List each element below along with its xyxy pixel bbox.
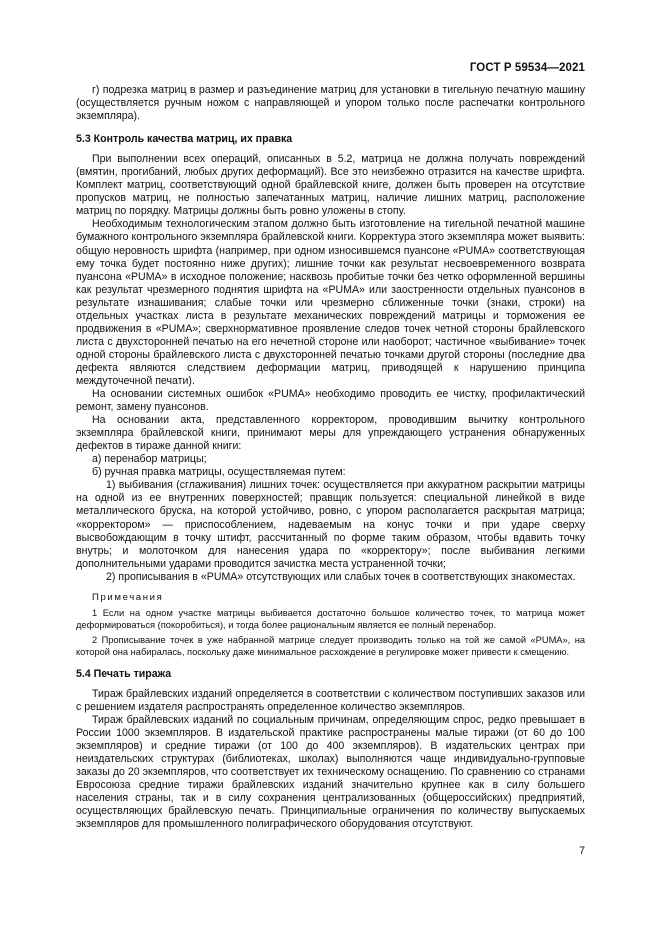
- note-2: 2 Прописывание точек в уже набранной матрице следует производить только на той же самой «PUMA», на которой она набиралась, поскольку даже минимальное расхождение в регулировке может привести к смещению.: [76, 634, 585, 657]
- paragraph: На основании акта, представленного корректором, проводившим вычитку контрольного экземпляра брайлевской книги, принимают меры для упреждающего устранения обнаруженных дефектов в тираже данной книги:: [76, 414, 585, 453]
- page-number: 7: [579, 845, 585, 857]
- paragraph: На основании системных ошибок «PUMA» необходимо проводить ее чистку, профилактический ремонт, замену пуансонов.: [76, 388, 585, 414]
- section-heading-5-3: 5.3 Контроль качества матриц, их правка: [76, 133, 293, 146]
- paragraph-item-g: г) подрезка матриц в размер и разъединение матриц для установки в тигельную печатную машину (осуществляется ручным ножом с направляющей и упором только после распечатки контрольного экземпляра).: [76, 84, 585, 123]
- list-item-b: б) ручная правка матрицы, осуществляемая путем:: [92, 466, 346, 479]
- document-body: [76, 84, 585, 831]
- list-item-a: а) перенабор матрицы;: [92, 453, 207, 466]
- paragraph: Тираж брайлевских изданий по социальным причинам, определяющим спрос, редко превышает в России 1000 экземпляров. В издательской практике распространены малые тиражи (от 60 до 100 экземпляров) и средние тиражи (от 100 до 400 экземпляров). В издательских центрах при неиздательских структурах (библиотеках, школах) выполняются чаще индивидуально-групповые заказы до 20 экземпляров, что соответствует их техническому оснащению. По сравнению со странами Евросоюза средние тиражи брайлевских изданий значительно крупнее как в силу большего населения страны, так и в силу сохранения централизованных (общероссийских) предприятий, осуществляющих брайлевскую печать. Принципиальные ограничения по количеству выпускаемых экземпляров для промышленного полиграфического оборудования отсутствуют.: [76, 713, 585, 831]
- section-heading-5-4: 5.4 Печать тиража: [76, 667, 172, 680]
- notes-title: Примечания: [92, 591, 164, 603]
- document-id: ГОСТ Р 59534—2021: [469, 62, 585, 74]
- paragraph: Необходимым технологическим этапом должно быть изготовление на тигельной печатной машине бумажного контрольного экземпляра брайлевской книги. Корректура этого экземпляра может выявить: общую неровность шрифта (например, при одном износившемся пуансоне «PUMA» соответствующая ему точка будет постоянно ниже других); лишние точки как результат несвоевременного возврата пуансона «PUMA» в исходное положение; насквозь пробитые точки без четко оформленной вершины как результат чрезмерного поднятия шрифта на «PUMA» или заостренности отдельных пуансонов в результате изнашивания; слабые точки или чрезмерно сближенные точки (знаки, строки) на отдельных участках листа в результате механических повреждений матрицы и торможения ее продвижения в «PUMA»; сверхнормативное проявление следов точек четной стороны брайлевского листа с двухсторонней печатью на его нечетной стороне или наоборот; частичное «выбивание» точек одной стороны брайлевского листа с двухсторонней печатью точками другой стороны (последние два дефекта являются следствием деформации матриц, приводящей к нарушению принципа междуточечной печати).: [76, 218, 585, 387]
- paragraph: Тираж брайлевских изданий определяется в соответствии с количеством поступивших заказов или с решением издателя распространять определенное количество экземпляров.: [76, 687, 585, 713]
- list-subitem-1: 1) выбивания (сглаживания) лишних точек: осуществляется при аккуратном раскрытии матрицы на одной из ее внутренних поверхностей; правщик пользуется: специальной линейкой в виде металлического бруска, на которой устойчиво, ровно, с упором располагается раскрытая матрица; «корректором» — приспособлением, надеваемым на конус точки и при ударе сверху высвобождающим в точку штифт, рассчитанный по форме таким образом, чтобы вдавить точку внутрь; и молоточком для нанесения удара по «корректору»; после выбивания легкими дополнительными ударами проводится зачистка места устраненной точки;: [76, 479, 585, 570]
- paragraph: При выполнении всех операций, описанных в 5.2, матрица не должна получать повреждений (вмятин, прогибаний, любых других деформаций). Все это неизбежно отразится на качестве шрифта. Комплект матриц, соответствующий одной брайлевской книге, должен быть проверен на отсутствие пропусков матриц, не полностью запечатанных матриц, наличие лишних матриц, расположение матриц по порядку. Матрицы должны быть ровно уложены в стопу.: [76, 153, 585, 218]
- note-1: 1 Если на одном участке матрицы выбивается достаточно большое количество точек, то матрица может деформироваться (покоробиться), и тогда более рациональным является ее полный перенабор.: [76, 607, 585, 630]
- list-subitem-2: 2) прописывания в «PUMA» отсутствующих или слабых точек в соответствующих знакоместах.: [106, 570, 576, 583]
